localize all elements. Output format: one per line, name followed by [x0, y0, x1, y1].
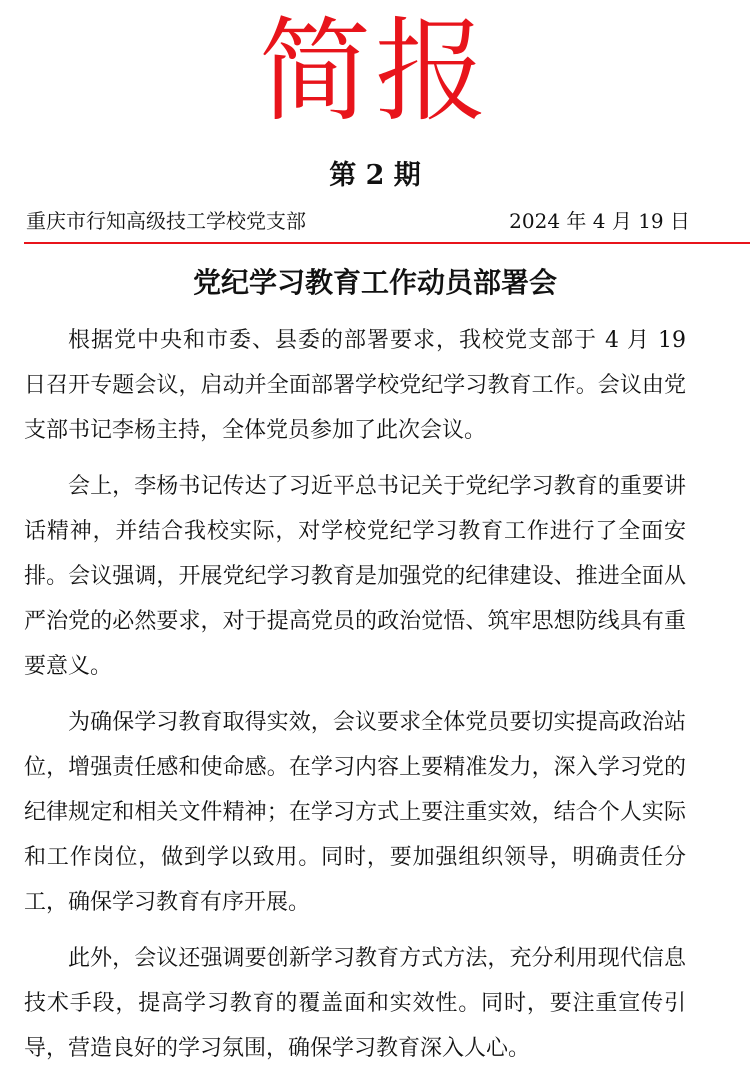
bulletin-masthead-title: 简报	[259, 7, 491, 137]
article-paragraph-1: 根据党中央和市委、县委的部署要求，我校党支部于 4 月 19 日召开专题会议，启动并全面部署学校党纪学习教育工作。会议由党支部书记李杨主持，全体党员参加了此次会议。	[24, 328, 686, 443]
article-paragraph-4: 此外，会议还强调要创新学习教育方式方法，充分利用现代信息技术手段，提高学习教育的覆盖面和实效性。同时，要注重宣传引导，营造良好的学习氛围，确保学习教育深入人心。	[24, 946, 686, 1061]
article-body	[24, 318, 686, 1082]
bulletin-meta-row	[26, 206, 690, 236]
issuing-organization: 重庆市行知高级技工学校党支部	[26, 209, 306, 233]
issue-number: 第 2 期	[329, 160, 421, 191]
article-paragraph-3: 为确保学习教育取得实效，会议要求全体党员要切实提高政治站位，增强责任感和使命感。在学习内容上要精准发力，深入学习党的纪律规定和相关文件精神；在学习方式上要注重实效，结合个人实际和工作岗位，做到学以致用。同时，要加强组织领导，明确责任分工，确保学习教育有序开展。	[24, 710, 686, 915]
issue-date: 2024 年 4 月 19 日	[509, 209, 690, 233]
article-headline: 党纪学习教育工作动员部署会	[192, 266, 557, 299]
red-divider-line	[24, 242, 750, 244]
article-paragraph-2: 会上，李杨书记传达了习近平总书记关于党纪学习教育的重要讲话精神，并结合我校实际，对学校党纪学习教育工作进行了全面安排。会议强调，开展党纪学习教育是加强党的纪律建设、推进全面从严治党的必然要求，对于提高党员的政治觉悟、筑牢思想防线具有重要意义。	[24, 474, 686, 679]
